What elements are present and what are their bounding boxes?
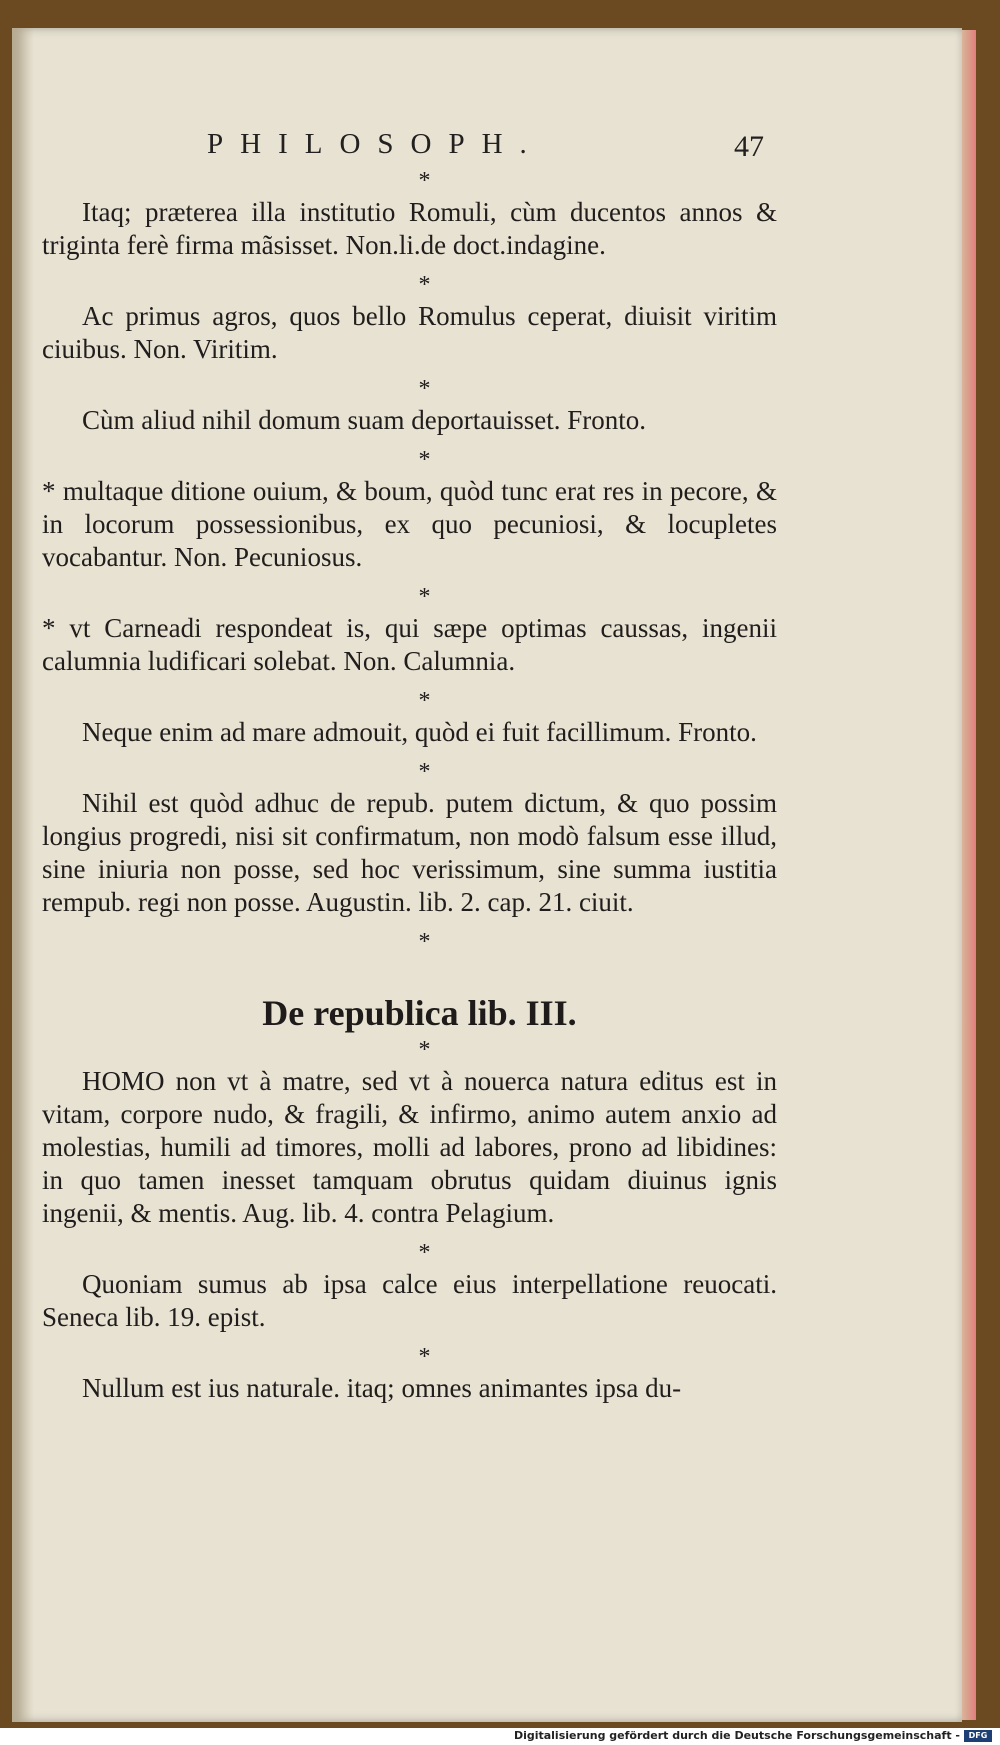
digitization-footer: [0, 1728, 1000, 1745]
page-text: [42, 166, 777, 1413]
paragraph-5: * vt Carneadi respondeat is, qui sӕpe optimas caussas, ingenii calumnia ludificari solebat. Non. Calumnia.: [42, 613, 777, 676]
section-star: *: [418, 759, 431, 785]
section-star: *: [418, 447, 431, 473]
paragraph-7: Nihil est quòd adhuc de repub. putem dictum, & quo possim longius progredi, nisi sit confirmatum, non modò falsum esse illud, sine iniuria non posse, sed hoc verissimum, sine summa iustitia rempub. regi non posse. Augustin. lib. 2. cap. 21. ciuit.: [42, 788, 777, 917]
running-head: [12, 128, 962, 168]
section-star: *: [418, 584, 431, 610]
section-heading: De republica lib. III.: [262, 993, 577, 1033]
paragraph-1: Itaq; prӕterea illa institutio Romuli, cùm ducentos annos & triginta ferè firma mãsisset. Non.li.de doct.indagine.: [42, 197, 777, 260]
paragraph-8: HOMO non vt à matre, sed vt à nouerca natura editus est in vitam, corpore nudo, & fragili, & infirmo, animo autem anxio ad molestias, humili ad timores, molli ad labores, prono ad libidines: in quo tamen inesset tamquam obrutus quidam diuinus ignis ingenii, & mentis. Aug. lib. 4. contra Pelagium.: [42, 1066, 777, 1228]
footer-credit: Digitalisierung gefördert durch die Deutsche Forschungsgemeinschaft -: [513, 1729, 960, 1742]
section-star: *: [418, 376, 431, 402]
section-star: *: [418, 168, 431, 194]
paragraph-10: Nullum est ius naturale. itaq; omnes animantes ipsa du-: [82, 1373, 682, 1403]
section-star: *: [418, 1344, 431, 1370]
running-title: PHILOSOPH.: [207, 128, 544, 160]
paragraph-2: Ac primus agros, quos bello Romulus ceperat, diuisit viritim ciuibus. Non. Viritim.: [42, 301, 777, 364]
paragraph-4: * multaque ditione ouium, & boum, quòd tunc erat res in pecore, & in locorum possessionibus, ex quo pecuniosi, & locupletes vocabantur. Non. Pecuniosus.: [42, 476, 777, 572]
page-gutter-shadow: [12, 28, 34, 1722]
section-star: *: [418, 272, 431, 298]
paragraph-3: Cùm aliud nihil domum suam deportauisset. Fronto.: [82, 405, 646, 435]
section-star: *: [418, 929, 431, 955]
dfg-logo: DFG: [964, 1730, 992, 1742]
page-number: 47: [734, 130, 764, 163]
book-page: [12, 28, 962, 1722]
paragraph-6: Neque enim ad mare admouit, quòd ei fuit facillimum. Fronto.: [82, 717, 757, 747]
paragraph-9: Quoniam sumus ab ipsa calce eius interpellatione reuocati. Seneca lib. 19. epist.: [42, 1269, 777, 1332]
section-star: *: [418, 1037, 431, 1063]
section-star: *: [418, 688, 431, 714]
section-star: *: [418, 1240, 431, 1266]
